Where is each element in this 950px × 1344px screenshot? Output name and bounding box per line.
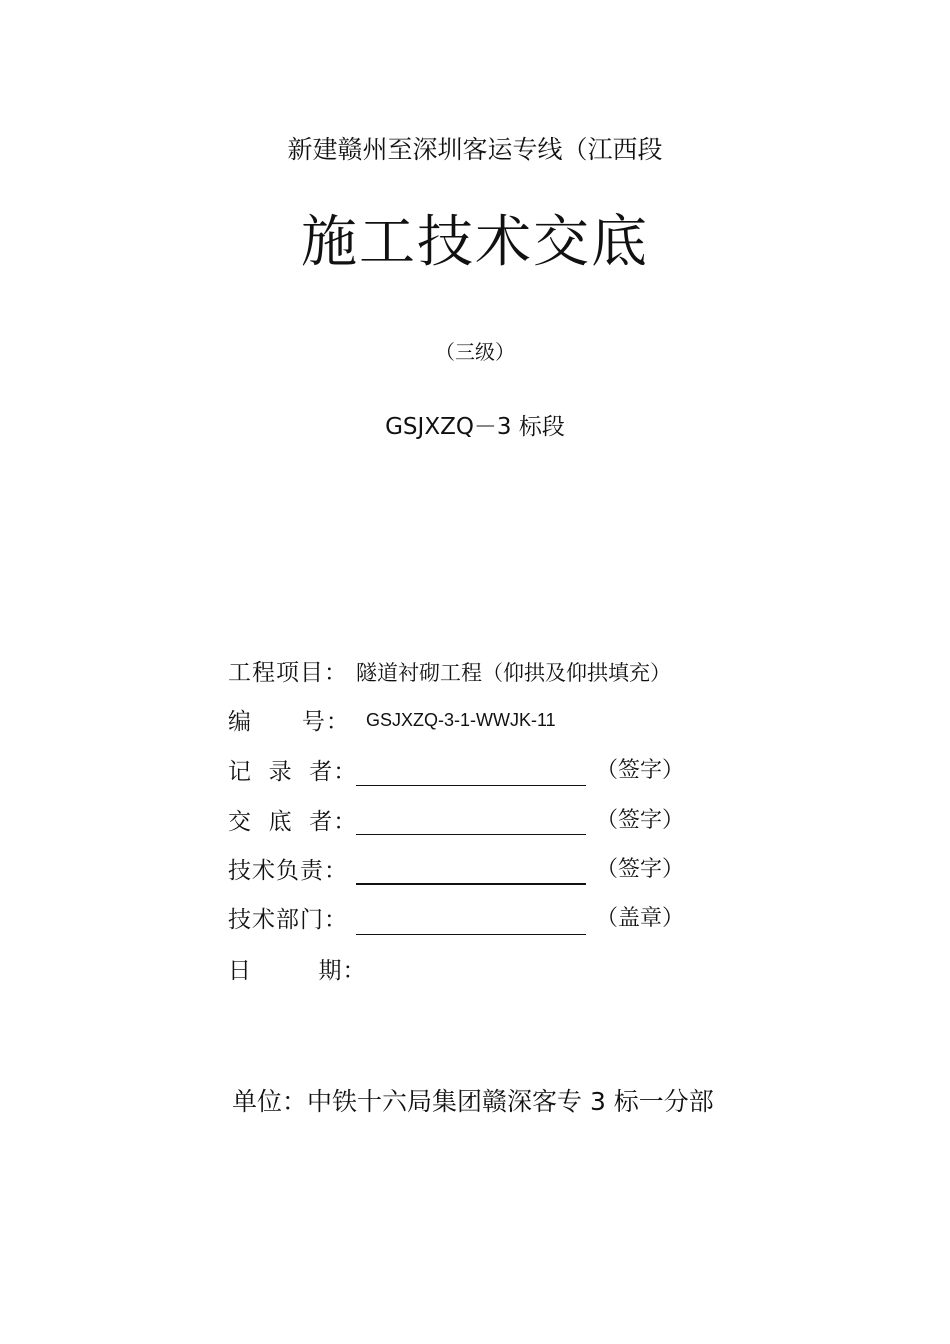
number-value: GSJXZQ-3-1-WWJK-11 [366,710,556,730]
recorder-signature-line [356,756,586,786]
project-label: 工程项目： [228,660,348,686]
date-label: 日 期： [228,958,367,984]
tech-lead-label: 技术负责： [228,858,348,884]
discloser-signature-line [356,805,586,835]
discloser-sign-note: （签字） [596,808,685,833]
tech-dept-stamp-note: （盖章） [596,906,685,931]
project-value: 隧道衬砌工程（仰拱及仰拱填充） [356,661,671,685]
tech-dept-stamp-line [356,905,586,935]
recorder-label: 记 录 者： [228,759,358,785]
recorder-sign-note: （签字） [596,758,685,783]
section-code: GSJXZQ－3 标段 [385,414,565,440]
page-title: 施工技术交底 [301,210,649,275]
tech-lead-sign-note: （签字） [596,857,685,882]
tech-dept-label: 技术部门： [228,907,348,933]
tech-lead-signature-line [356,855,586,885]
unit-line: 单位：中铁十六局集团赣深客专 3 标一分部 [232,1087,714,1116]
number-label: 编 号： [228,709,350,735]
project-line: 新建赣州至深圳客运专线（江西段 [287,135,663,164]
disclosure-level: （三级） [435,340,515,364]
discloser-label: 交 底 者： [228,809,358,835]
